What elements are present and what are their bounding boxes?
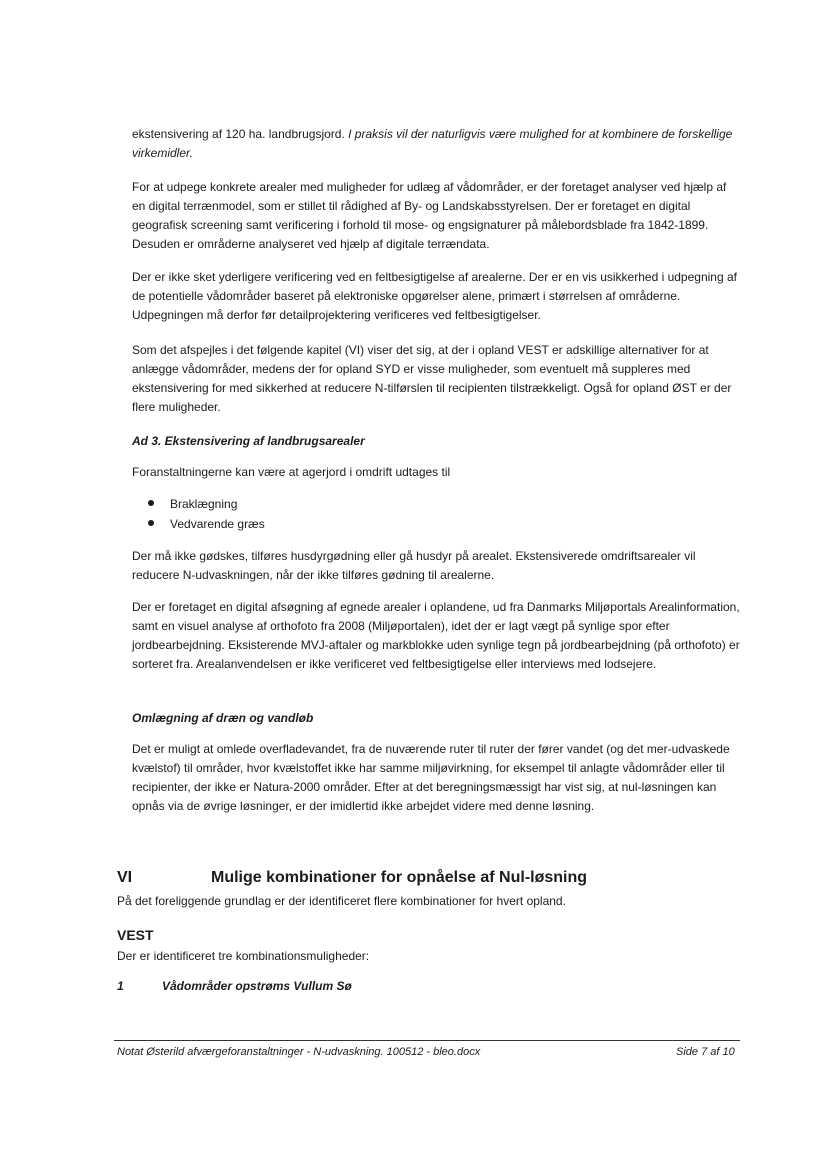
paragraph-foranstaltninger: Foranstaltningerne kan være at agerjord i omdrift udtages til	[132, 465, 451, 479]
list-item-number: 1	[117, 979, 124, 993]
paragraph-intro-italic: I praksis vil der naturligvis være mulighed for at kombinere de forskellige virkemidler.	[132, 127, 733, 160]
paragraph-afsoegning: Der er foretaget en digital afsøgning af egnede arealer i oplandene, ud fra Danmarks Miljøportals Arealinformation, samt en visuel analyse af orthofoto fra 2008 (Miljøportalen), idet der er lagt vægt på synlige spor efter jordbearbejdning. Eksisterende MVJ-aftaler og markblokke uden synlige tegn på jordbearbejdning (på orthofoto) er sorteret fra. Arealanvendelsen er ikke verificeret ved feltbesigtigelse eller interviews med lodsejere.	[132, 600, 740, 671]
vest-intro: Der er identificeret tre kombinationsmuligheder:	[117, 949, 370, 963]
paragraph-goedskning: Der må ikke gødskes, tilføres husdyrgødning eller gå husdyr på arealet. Ekstensiverede omdriftsarealer vil reducere N-udvaskningen, når der ikke tilføres gødning til arealerne.	[132, 549, 696, 582]
bullet-text: Vedvarende græs	[170, 517, 265, 531]
bullet-dot-icon	[148, 500, 154, 506]
bullet-item	[148, 495, 237, 514]
paragraph-kapitel: Som det afspejles i det følgende kapitel (VI) viser det sig, at der i opland VEST er adskillige alternativer for at anlægge vådområder, medens der for opland SYD er visse muligheder, som eventuelt må suppleres med ekstensivering for med sikkerhed at reducere N-tilførslen til recipienten tilstrækkeligt. Også for opland ØST er der flere muligheder.	[132, 343, 732, 414]
section-intro: På det foreliggende grundlag er der identificeret flere kombinationer for hvert opland.	[117, 894, 566, 908]
vest-heading: VEST	[117, 927, 154, 943]
paragraph-udpegning: For at udpege konkrete arealer med muligheder for udlæg af vådområder, er der foretaget analyser ved hjælp af en digital terrænmodel, som er stillet til rådighed af By- og Landskabsstyrelsen. Der er foretaget en digital geografisk screening samt verificering i forhold til mose- og engsignaturer på målebordsblade fra 1842-1899. Desuden er områderne analyseret ved hjælp af digitale terrændata.	[132, 180, 727, 251]
paragraph-verificering: Der er ikke sket yderligere verificering ved en feltbesigtigelse af arealerne. Der er en vis usikkerhed i udpegning af de potentielle vådområder baseret på elektroniske opgørelser alene, primært i størrelsen af områderne. Udpegningen må derfor før detailprojektering verificeres ved feltbesigtigelser.	[132, 270, 737, 322]
bullet-text: Braklægning	[170, 497, 238, 511]
footer-page-number: Side 7 af 10	[676, 1046, 735, 1058]
paragraph-omlede: Det er muligt at omlede overfladevandet, fra de nuværende ruter til ruter der fører vandet (og det mer-udvaskede kvælstof) til områder, hvor kvælstoffet ikke har samme miljøvirkning, for eksempel til anlagte vådområder eller til recipienter, der ikke er Natura-2000 områder. Efter at det beregningsmæssigt har vist sig, at nul-løsningen kan opnås via de øvrige løsninger, er der imidlertid ikke arbejdet videre med denne løsning.	[132, 742, 730, 813]
section-title: Mulige kombinationer for opnåelse af Nul-løsning	[211, 869, 588, 886]
footer-filename: Notat Østerild afværgeforanstaltninger - N-udvaskning. 100512 - bleo.docx	[117, 1046, 481, 1058]
bullet-dot-icon	[148, 520, 154, 526]
footer-divider	[114, 1040, 740, 1041]
paragraph-intro	[132, 125, 742, 163]
bullet-item	[148, 515, 265, 534]
heading-omlaegning: Omlægning af dræn og vandløb	[132, 711, 314, 725]
paragraph-intro-plain: ekstensivering af 120 ha. landbrugsjord.	[132, 127, 349, 141]
heading-ad3: Ad 3. Ekstensivering af landbrugsarealer	[132, 434, 365, 448]
section-number: VI	[117, 869, 133, 886]
list-item-text: Vådområder opstrøms Vullum Sø	[162, 979, 352, 993]
